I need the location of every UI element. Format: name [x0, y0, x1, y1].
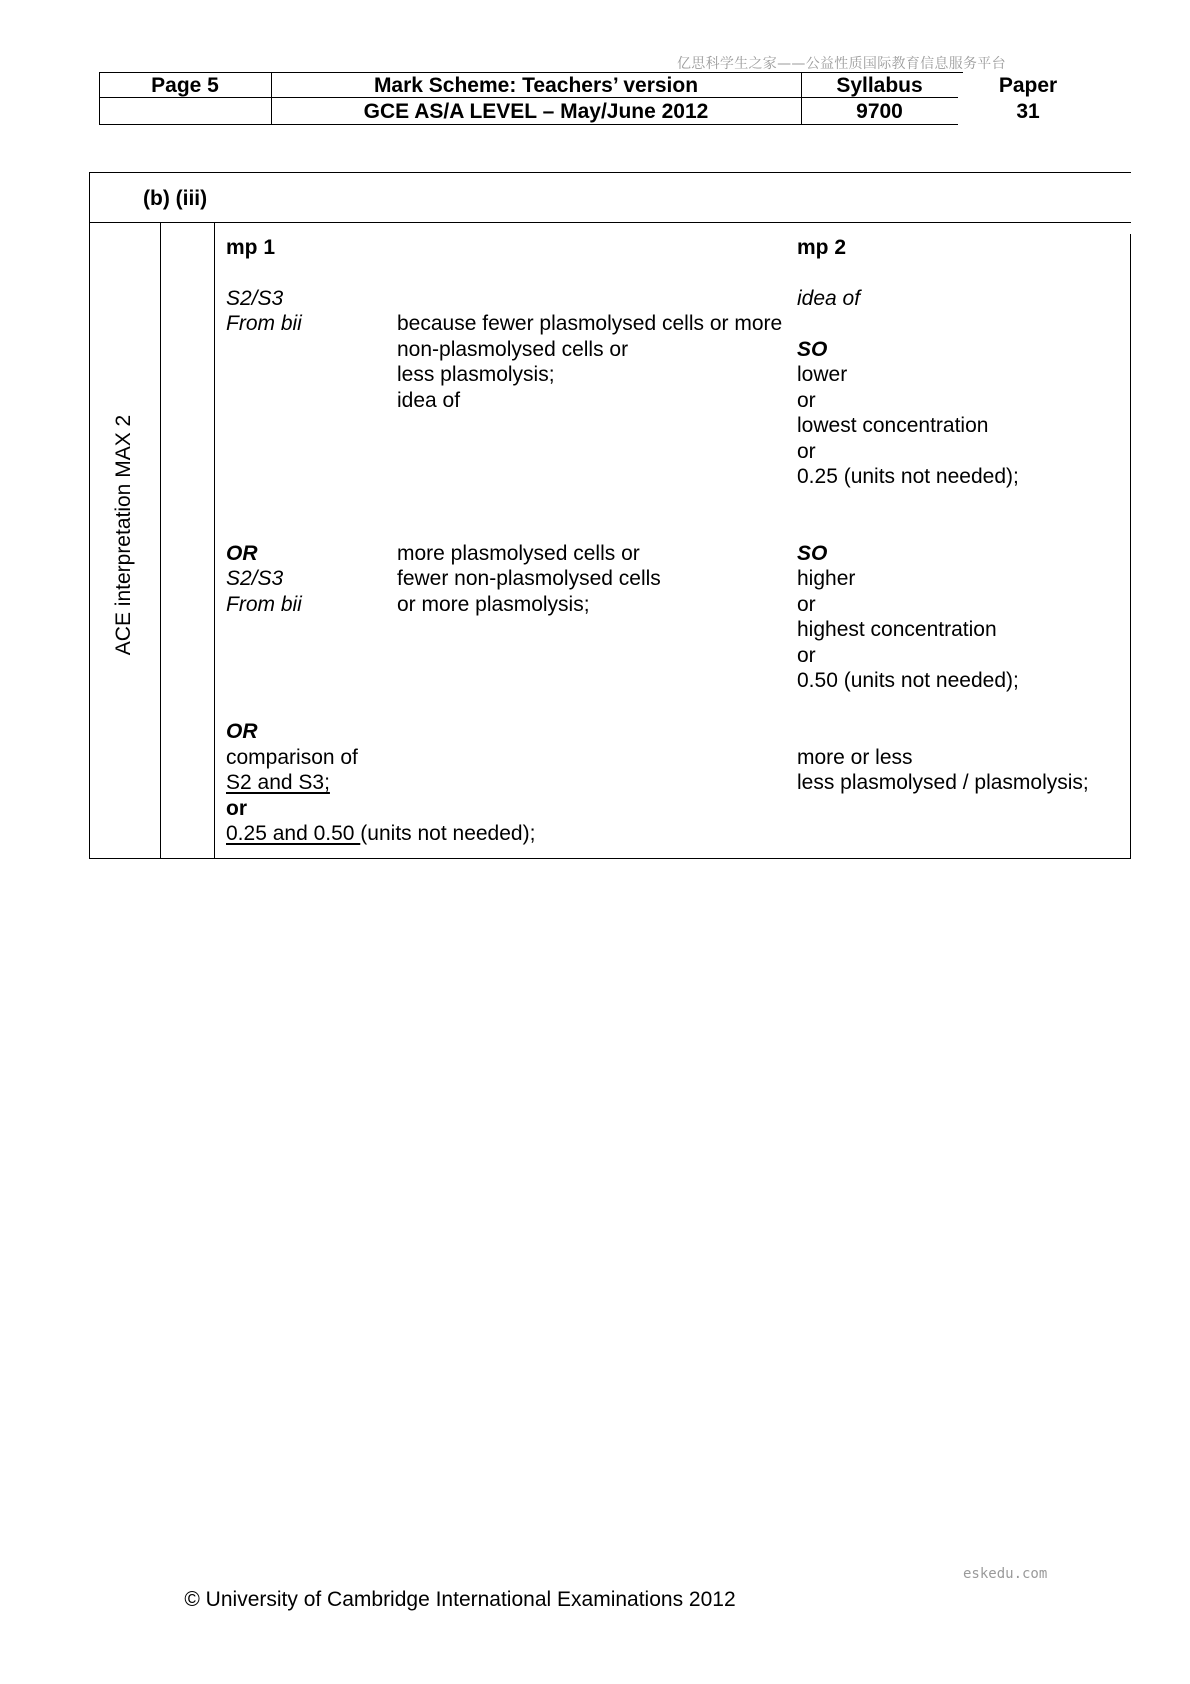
block2-col1-line2: S2/S3: [226, 567, 284, 590]
block1-col3-line3: lower: [797, 363, 848, 386]
watermark-top: 亿思科学生之家——公益性质国际教育信息服务平台: [677, 56, 1006, 72]
block2-col3-line5: or: [797, 644, 816, 667]
block2-col3-line4: highest concentration: [797, 618, 997, 641]
question-label: (b) (iii): [143, 187, 208, 210]
block1-col1-line1: S2/S3: [226, 287, 284, 310]
mp2-heading: mp 2: [797, 236, 847, 259]
block3-line1: OR: [226, 720, 258, 743]
header-paper-value: 31: [1016, 100, 1040, 123]
footer-copyright: © University of Cambridge International Examinations 2012: [184, 1588, 736, 1611]
block1-col1-line2: From bii: [226, 312, 302, 335]
block1-col3-line2: SO: [797, 338, 828, 361]
block3-line5-rest: (units not needed);: [360, 822, 536, 845]
block1-col3-line4: or: [797, 389, 816, 412]
block1-col2-line1: because fewer plasmolysed cells or more: [397, 312, 783, 335]
block2-col3-line2: higher: [797, 567, 856, 590]
block3-col3-line2: less plasmolysed / plasmolysis;: [797, 771, 1089, 794]
header-syllabus-label: Syllabus: [836, 74, 923, 97]
header-title: Mark Scheme: Teachers’ version: [373, 74, 699, 97]
header-syllabus-value: 9700: [856, 100, 903, 123]
block2-col3-line1: SO: [797, 542, 828, 565]
block1-col2-line4: idea of: [397, 389, 461, 412]
block1-col3-line7: 0.25 (units not needed);: [797, 465, 1019, 488]
block3-line5-underlined: 0.25 and 0.50: [226, 822, 361, 845]
block2-col2-line2: fewer non-plasmolysed cells: [397, 567, 661, 590]
block3-col3-line1: more or less: [797, 746, 913, 769]
block2-col3-line3: or: [797, 593, 816, 616]
block2-col1-line3: From bii: [226, 593, 302, 616]
mp1-heading: mp 1: [226, 236, 276, 259]
watermark-bottom: eskedu.com: [963, 1566, 1048, 1582]
block3-line2: comparison of: [226, 746, 358, 769]
header-page: Page 5: [151, 74, 219, 97]
block1-col3-line6: or: [797, 440, 816, 463]
block1-col3-line5: lowest concentration: [797, 414, 989, 437]
block3-line4: or: [226, 797, 247, 820]
block2-col2-line1: more plasmolysed cells or: [397, 542, 640, 565]
header-subtitle: GCE AS/A LEVEL – May/June 2012: [363, 100, 709, 123]
block2-col2-line3: or more plasmolysis;: [397, 593, 590, 616]
block1-col3-line1: idea of: [797, 287, 861, 310]
block1-col2-line3: less plasmolysis;: [397, 363, 555, 386]
side-label: ACE interpretation MAX 2: [112, 414, 135, 656]
header-paper-label: Paper: [998, 74, 1058, 97]
block2-col1-line1: OR: [226, 542, 258, 565]
block1-col2-line2: non-plasmolysed cells or: [397, 338, 629, 361]
block3-line3: S2 and S3;: [226, 771, 330, 794]
block3-line5: [226, 821, 535, 846]
block2-col3-line6: 0.50 (units not needed);: [797, 669, 1019, 692]
